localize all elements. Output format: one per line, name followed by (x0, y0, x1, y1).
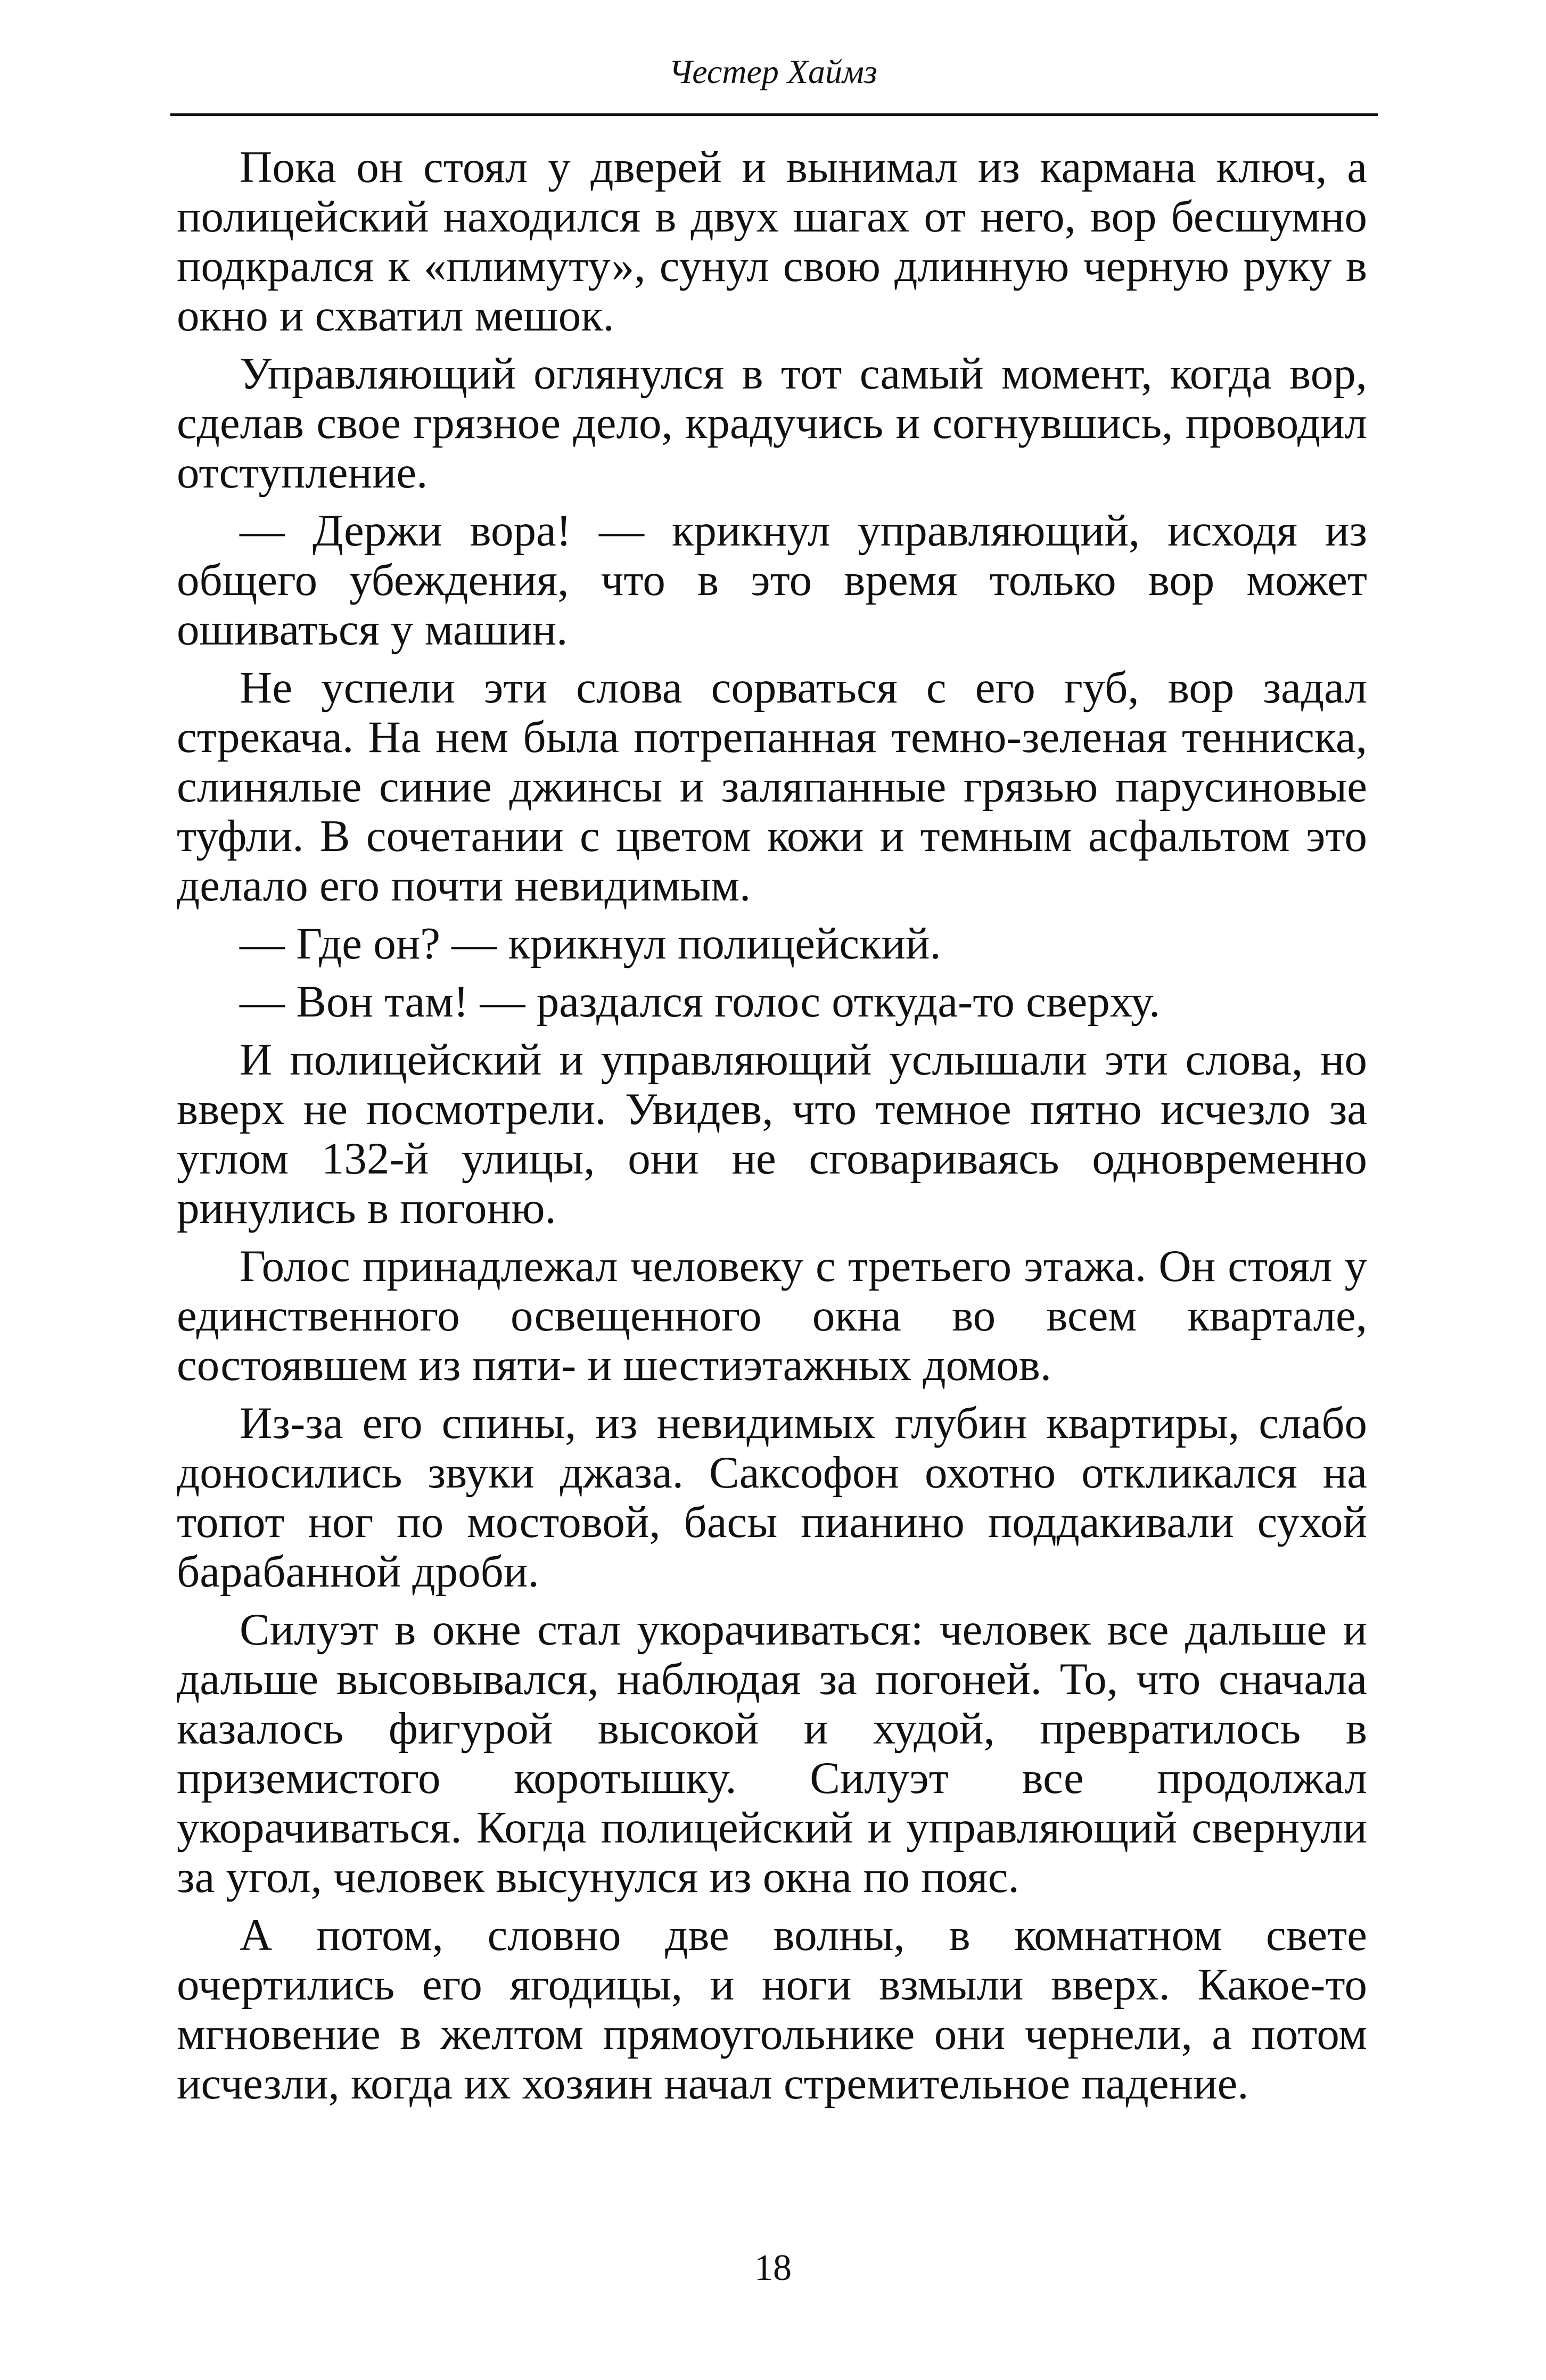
paragraph: Из-за его спины, из невидимых глубин квартиры, слабо доносились звуки джаза. Саксофон охотно откликался на топот ног по мостовой, басы пианино поддакивали сухой барабанной дроби. (177, 1398, 1367, 1597)
page-number: 18 (754, 2247, 792, 2288)
paragraph: Управляющий оглянулся в тот самый момент, когда вор, сделав свое грязное дело, крадучись и согнувшись, проводил отступление. (177, 349, 1367, 498)
paragraph: — Где он? — крикнул полицейский. (240, 919, 941, 969)
paragraph: А потом, словно две волны, в комнатном свете очертились его ягодицы, и ноги взмыли вверх. Какое-то мгновение в желтом прямоугольнике они чернели, а потом исчезли, когда их хозяин начал стремительное падение. (177, 1910, 1367, 2109)
paragraph: — Держи вора! — крикнул управляющий, исходя из общего убеждения, что в это время только вор может ошиваться у машин. (177, 506, 1367, 655)
paragraph: Не успели эти слова сорваться с его губ, вор задал стрекача. На нем была потрепанная темно-зеленая тенниска, слинялые синие джинсы и заляпанные грязью парусиновые туфли. В сочетании с цветом кожи и темным асфальтом это делало его почти невидимым. (177, 663, 1367, 911)
paragraph: Голос принадлежал человеку с третьего этажа. Он стоял у единственного освещенного окна во всем квартале, состоявшем из пяти- и шестиэтажных домов. (177, 1241, 1367, 1390)
paragraph: Пока он стоял у дверей и вынимал из кармана ключ, а полицейский находился в двух шагах от него, вор бесшумно подкрался к «плимуту», сунул свою длинную черную руку в окно и схватил мешок. (177, 142, 1367, 341)
paragraph: — Вон там! — раздался голос откуда-то сверху. (240, 977, 1161, 1027)
running-head: Честер Хаймз (669, 53, 877, 90)
paragraph: И полицейский и управляющий услышали эти слова, но вверх не посмотрели. Увидев, что темное пятно исчезло за углом 132-й улицы, они не сговариваясь одновременно ринулись в погоню. (177, 1035, 1367, 1233)
body-text (177, 143, 1367, 2117)
paragraph: Силуэт в окне стал укорачиваться: человек все дальше и дальше высовывался, наблюдая за погоней. То, что сначала казалось фигурой высокой и худой, превратилось в приземистого коротышку. Силуэт все продолжал укорачиваться. Когда полицейский и управляющий свернули за угол, человек высунулся из окна по пояс. (177, 1605, 1367, 1902)
header-rule (170, 113, 1378, 116)
